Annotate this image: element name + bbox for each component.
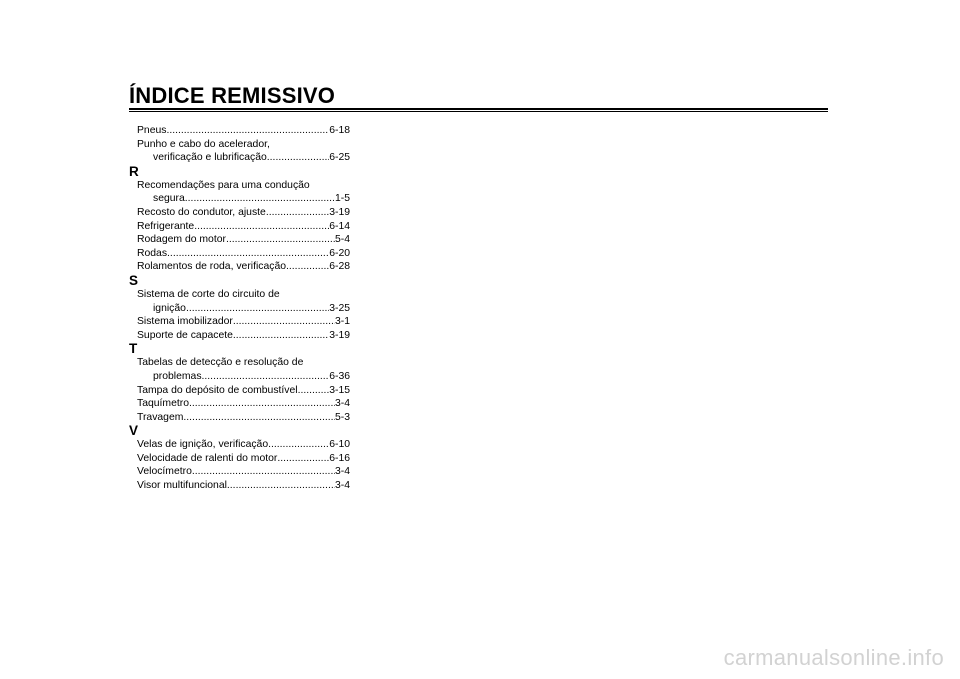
index-entry-term: verificação e lubrificação [153, 152, 267, 164]
index-letter-heading: R [129, 163, 139, 179]
index-entry-page-ref: 3-1 [334, 316, 350, 328]
index-entry-term: Velocímetro [137, 466, 192, 478]
index-entry [129, 438, 350, 452]
index-entry-continuation [137, 192, 350, 206]
index-entry-line [137, 220, 350, 234]
index-entry-page-ref: 3-19 [329, 329, 350, 341]
index-entry-leader-dots [277, 452, 329, 466]
index-entry [129, 411, 350, 425]
index-entry-leader-dots [189, 397, 335, 411]
index-entry-page-ref: 1-5 [334, 193, 350, 205]
index-column [129, 124, 350, 493]
index-entry-term: Velas de ignição, verificação [137, 439, 269, 451]
index-entry-first-line: Sistema de corte do circuito de [137, 288, 280, 300]
index-entry-leader-dots [166, 124, 329, 138]
index-entry-line [137, 465, 350, 479]
index-entry-line [137, 329, 350, 343]
index-entry-page-ref: 6-14 [329, 220, 350, 232]
index-entry [129, 206, 350, 220]
index-entry-leader-dots [183, 411, 335, 425]
index-entry-page-ref: 3-19 [329, 206, 350, 218]
index-entry-line [137, 438, 350, 452]
index-entry-leader-dots [185, 192, 335, 206]
index-entry-page-ref: 6-28 [329, 261, 350, 273]
index-entry [129, 247, 350, 261]
index-entry-term: Suporte de capacete [137, 329, 233, 341]
index-entry-line [137, 397, 350, 411]
index-entry-page-ref: 3-25 [329, 302, 350, 314]
index-entry-line [137, 206, 350, 220]
index-entry [129, 329, 350, 343]
index-entry-term: Tampa do depósito de combustível [137, 384, 298, 396]
index-entry-line [137, 233, 350, 247]
watermark: carmanualsonline.info [723, 645, 944, 670]
index-entry-leader-dots [192, 465, 335, 479]
index-entry-term: Pneus [137, 125, 167, 136]
page-title: ÍNDICE REMISSIVO [129, 83, 336, 108]
index-entry [129, 220, 350, 234]
index-entry [129, 179, 350, 206]
index-entry-page-ref: 5-4 [334, 234, 350, 246]
index-entry-term: ignição [153, 302, 186, 314]
index-entry-term: problemas [153, 370, 202, 382]
index-entry-continuation [137, 151, 350, 165]
index-entry-line [137, 124, 350, 138]
index-letter-heading: T [129, 341, 138, 357]
index-entry-page-ref: 3-4 [334, 466, 350, 478]
index-entry-leader-dots [286, 260, 329, 274]
index-entry-leader-dots [233, 329, 329, 343]
index-entry [129, 288, 350, 315]
index-letter-heading: S [129, 272, 139, 288]
index-entry [129, 384, 350, 398]
index-entry [129, 233, 350, 247]
index-entry-page-ref: 3-4 [334, 480, 350, 492]
index-entry [129, 138, 350, 165]
index-entry-term: Visor multifuncional [137, 480, 227, 492]
index-entry-page-ref: 5-3 [334, 411, 350, 423]
index-entry-leader-dots [194, 220, 329, 234]
index-entry-continuation [137, 370, 350, 384]
index-entry [129, 356, 350, 383]
index-entry-line [153, 192, 350, 206]
index-entry-line [137, 260, 350, 274]
index-entry-page-ref: 3-4 [334, 398, 350, 410]
index-entry-page-ref: 3-15 [329, 384, 350, 396]
index-entry-line [153, 370, 350, 384]
index-entry-line [137, 315, 350, 329]
index-entry-leader-dots [226, 233, 335, 247]
index-entry-term: Refrigerante [137, 220, 195, 232]
index-entry-continuation [137, 302, 350, 316]
index-entry-term: Taquímetro [137, 398, 189, 410]
index-entry-line [137, 247, 350, 261]
index-entry-page-ref: 6-18 [329, 125, 350, 136]
index-entry-first-line: Tabelas de detecção e resolução de [137, 357, 304, 369]
index-entry-line [153, 302, 350, 316]
index-entry-leader-dots [266, 206, 329, 220]
index-entry [129, 124, 350, 138]
index-entry-leader-dots [186, 302, 329, 316]
index-entry-term: segura [153, 193, 185, 205]
index-entry-term: Rodas [137, 247, 168, 259]
index-entry-term: Rolamentos de roda, verificação [137, 261, 287, 273]
index-entry-page-ref: 6-20 [329, 247, 350, 259]
index-entry-leader-dots [233, 315, 335, 329]
index-entry-term: Rodagem do motor [137, 234, 226, 246]
index-entry-line [137, 411, 350, 425]
title-rule-thick [129, 108, 828, 110]
index-entry-first-line: Punho e cabo do acelerador, [137, 138, 270, 150]
index-entry-page-ref: 6-10 [329, 439, 350, 451]
index-entry-leader-dots [227, 479, 335, 493]
index-entry [129, 315, 350, 329]
index-entry-term: Velocidade de ralenti do motor [137, 452, 278, 464]
index-entry [129, 260, 350, 274]
index-entry-leader-dots [268, 438, 329, 452]
index-entry [129, 397, 350, 411]
index-letter-heading: V [129, 423, 139, 439]
index-entry-line [153, 151, 350, 165]
index-entry-leader-dots [167, 247, 329, 261]
index-entry-page-ref: 6-36 [329, 370, 350, 382]
index-entry-first-line: Recomendações para uma condução [137, 179, 310, 191]
index-entry-term: Recosto do condutor, ajuste [137, 206, 266, 218]
index-entry [129, 465, 350, 479]
index-entry-leader-dots [298, 384, 330, 398]
index-entry-leader-dots [267, 151, 329, 165]
index-entry [129, 479, 350, 493]
title-rule-thin [129, 111, 828, 112]
index-entry-page-ref: 6-25 [329, 152, 350, 164]
index-entry-term: Travagem [137, 411, 184, 423]
index-entry-line [137, 479, 350, 493]
index-entry-line [137, 452, 350, 466]
index-entry-line [137, 384, 350, 398]
index-entry [129, 452, 350, 466]
index-entry-leader-dots [202, 370, 330, 384]
index-entry-page-ref: 6-16 [329, 452, 350, 464]
index-entry-term: Sistema imobilizador [137, 316, 233, 328]
